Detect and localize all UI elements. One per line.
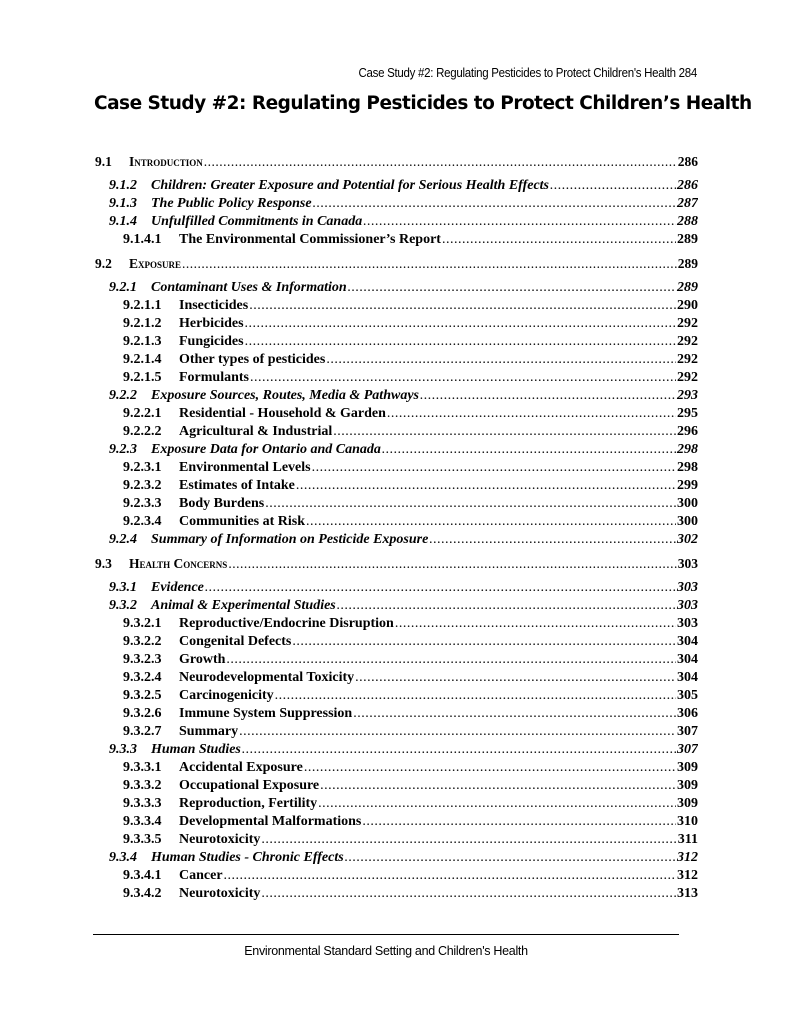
toc-entry-page: 305 [677, 688, 698, 703]
toc-entry-page: 300 [677, 496, 698, 511]
toc-entry-page: 306 [677, 706, 698, 721]
toc-entry-number: 9.3.3.2 [123, 778, 162, 793]
running-footer: Environmental Standard Setting and Children's Health [244, 944, 528, 958]
toc-entry-title: Exposure [129, 256, 182, 271]
toc-entry-title: Evidence [151, 580, 204, 595]
toc-entry-number: 9.1.4.1 [123, 232, 162, 247]
toc-entry-title: Estimates of Intake [179, 478, 295, 493]
toc-entry-number: 9.3.2.3 [123, 652, 162, 667]
toc-entry-page: 290 [677, 298, 698, 313]
toc-entry-number: 9.3.3.1 [123, 760, 162, 775]
toc-entry[interactable] [95, 154, 698, 172]
toc-dot-leader [326, 352, 676, 368]
toc-entry-number: 9.2.2.1 [123, 406, 162, 421]
toc-entry-page: 298 [677, 442, 698, 457]
toc-entry-number: 9.3.4.2 [123, 886, 162, 901]
toc-entry[interactable] [95, 460, 698, 478]
toc-entry[interactable] [95, 352, 698, 370]
toc-entry-title: Congenital Defects [179, 634, 292, 649]
toc-dot-leader [333, 424, 676, 440]
toc-entry-page: 292 [677, 352, 698, 367]
toc-dot-leader [204, 154, 677, 170]
toc-entry[interactable] [95, 760, 698, 778]
toc-dot-leader [250, 370, 676, 386]
toc-entry-number: 9.2.3.4 [123, 514, 162, 529]
toc-entry-page: 299 [677, 478, 698, 493]
toc-entry-number: 9.3.2.1 [123, 616, 162, 631]
toc-entry-title: Immune System Suppression [179, 706, 353, 721]
toc-entry-title: Summary [179, 724, 239, 739]
toc-entry-title: Exposure Data for Ontario and Canada [151, 442, 381, 457]
toc-entry[interactable] [95, 670, 698, 688]
toc-entry[interactable] [95, 796, 698, 814]
toc-entry-title: Animal & Experimental Studies [151, 598, 336, 613]
toc-entry-page: 289 [677, 280, 698, 295]
toc-entry-title: Carcinogenicity [179, 688, 274, 703]
toc-entry-number: 9.3.4 [109, 850, 137, 865]
toc-entry[interactable] [95, 652, 698, 670]
toc-entry-number: 9.3.2.2 [123, 634, 162, 649]
toc-entry-number: 9.2.1.2 [123, 316, 162, 331]
toc-dot-leader [550, 178, 676, 194]
toc-entry[interactable] [95, 388, 698, 406]
toc-entry-title: Human Studies [151, 742, 241, 757]
toc-dot-leader [245, 334, 676, 350]
toc-dot-leader [395, 616, 676, 632]
toc-entry-title: Reproduction, Fertility [179, 796, 318, 811]
toc-entry-page: 303 [677, 556, 698, 571]
toc-entry-title: Formulants [179, 370, 249, 385]
toc-entry-number: 9.3.3 [109, 742, 137, 757]
toc-dot-leader [387, 406, 676, 422]
toc-entry-number: 9.2.1 [109, 280, 137, 295]
toc-dot-leader [382, 442, 676, 458]
toc-dot-leader [242, 742, 676, 758]
toc-entry[interactable] [95, 742, 698, 760]
toc-entry-number: 9.3.2.6 [123, 706, 162, 721]
toc-entry-title: Growth [179, 652, 226, 667]
toc-entry-title: Human Studies - Chronic Effects [151, 850, 344, 865]
toc-entry-page: 289 [677, 232, 698, 247]
toc-dot-leader [245, 316, 676, 332]
toc-entry-title: Fungicides [179, 334, 244, 349]
toc-entry[interactable] [95, 532, 698, 550]
toc-entry[interactable] [95, 334, 698, 352]
toc-entry-title: Unfulfilled Commitments in Canada [151, 214, 363, 229]
toc-entry-title: Children: Greater Exposure and Potential for Serious Health Effects [151, 178, 549, 193]
toc-entry-page: 311 [677, 832, 698, 847]
toc-entry[interactable] [95, 556, 698, 574]
toc-entry-number: 9.1.3 [109, 196, 137, 211]
toc-entry-page: 298 [677, 460, 698, 475]
toc-entry-page: 303 [677, 616, 698, 631]
toc-entry-page: 303 [677, 598, 698, 613]
toc-entry-number: 9.3.2.7 [123, 724, 162, 739]
toc-entry-page: 313 [677, 886, 698, 901]
toc-entry[interactable] [95, 706, 698, 724]
toc-entry-page: 289 [677, 256, 698, 271]
toc-dot-leader [261, 832, 676, 848]
toc-entry[interactable] [95, 616, 698, 634]
toc-entry-page: 309 [677, 760, 698, 775]
toc-entry[interactable] [95, 778, 698, 796]
toc-entry[interactable] [95, 280, 698, 298]
toc-entry-number: 9.3.2 [109, 598, 137, 613]
toc-entry-number: 9.3.2.5 [123, 688, 162, 703]
toc-entry-page: 307 [677, 742, 698, 757]
toc-dot-leader [296, 478, 676, 494]
toc-dot-leader [313, 196, 676, 212]
toc-dot-leader [312, 460, 676, 476]
toc-entry-page: 309 [677, 796, 698, 811]
toc-entry-title: Neurotoxicity [179, 886, 261, 901]
toc-entry-title: Communities at Risk [179, 514, 306, 529]
toc-entry-number: 9.2.4 [109, 532, 137, 547]
toc-dot-leader [442, 232, 676, 248]
toc-entry[interactable] [95, 514, 698, 532]
toc-entry-number: 9.2.1.5 [123, 370, 162, 385]
toc-entry[interactable] [95, 214, 698, 232]
toc-entry-number: 9.3.3.5 [123, 832, 162, 847]
toc-entry[interactable] [95, 442, 698, 460]
toc-entry-number: 9.3.4.1 [123, 868, 162, 883]
toc-entry-page: 300 [677, 514, 698, 529]
toc-entry[interactable] [95, 256, 698, 274]
toc-entry-page: 309 [677, 778, 698, 793]
toc-entry-page: 295 [677, 406, 698, 421]
toc-entry-title: Developmental Malformations [179, 814, 362, 829]
toc-entry-page: 304 [677, 634, 698, 649]
toc-entry-page: 292 [677, 334, 698, 349]
toc-entry[interactable] [95, 406, 698, 424]
toc-entry-title: Herbicides [179, 316, 244, 331]
toc-entry[interactable] [95, 316, 698, 334]
toc-dot-leader [348, 280, 676, 296]
toc-entry-number: 9.2.3.2 [123, 478, 162, 493]
toc-dot-leader [429, 532, 676, 548]
toc-entry-page: 307 [677, 724, 698, 739]
toc-entry-title: Introduction [129, 154, 203, 169]
toc-dot-leader [304, 760, 676, 776]
toc-entry-number: 9.3.1 [109, 580, 137, 595]
toc-dot-leader [261, 886, 676, 902]
toc-dot-leader [337, 598, 676, 614]
toc-entry[interactable] [95, 814, 698, 832]
toc-dot-leader [226, 652, 676, 668]
toc-entry-title: Occupational Exposure [179, 778, 320, 793]
toc-entry[interactable] [95, 370, 698, 388]
toc-entry-number: 9.1.4 [109, 214, 137, 229]
toc-entry[interactable] [95, 868, 698, 886]
footer-divider [93, 934, 679, 935]
toc-dot-leader [318, 796, 676, 812]
toc-dot-leader [265, 496, 676, 512]
toc-entry-number: 9.2.1.1 [123, 298, 162, 313]
toc-entry-number: 9.2.2.2 [123, 424, 162, 439]
toc-entry-page: 302 [677, 532, 698, 547]
toc-entry-title: Health Concerns [129, 556, 228, 571]
toc-entry-number: 9.1.2 [109, 178, 137, 193]
toc-dot-leader [205, 580, 676, 596]
toc-entry-number: 9.2.3.1 [123, 460, 162, 475]
toc-entry-page: 286 [677, 178, 698, 193]
toc-dot-leader [249, 298, 676, 314]
toc-entry[interactable] [95, 178, 698, 196]
toc-entry-title: Reproductive/Endocrine Disruption [179, 616, 394, 631]
toc-entry-page: 312 [677, 850, 698, 865]
toc-entry[interactable] [95, 580, 698, 598]
toc-dot-leader [363, 214, 676, 230]
toc-dot-leader [224, 868, 676, 884]
toc-entry[interactable] [95, 886, 698, 904]
toc-dot-leader [420, 388, 676, 404]
toc-entry-number: 9.3.3.3 [123, 796, 162, 811]
toc-dot-leader [353, 706, 676, 722]
toc-entry-page: 310 [677, 814, 698, 829]
toc-entry-number: 9.1 [95, 154, 112, 169]
toc-dot-leader [306, 514, 676, 530]
toc-dot-leader [239, 724, 676, 740]
toc-entry-title: Accidental Exposure [179, 760, 303, 775]
toc-entry-number: 9.3.3.4 [123, 814, 162, 829]
toc-entry[interactable] [95, 232, 698, 250]
toc-entry[interactable] [95, 298, 698, 316]
toc-entry-number: 9.2.1.4 [123, 352, 162, 367]
toc-entry-number: 9.2.3 [109, 442, 137, 457]
toc-entry-page: 288 [677, 214, 698, 229]
toc-dot-leader [362, 814, 676, 830]
toc-dot-leader [275, 688, 676, 704]
toc-entry-page: 287 [677, 196, 698, 211]
toc-dot-leader [355, 670, 676, 686]
toc-dot-leader [228, 556, 676, 572]
toc-entry-page: 293 [677, 388, 698, 403]
toc-entry[interactable] [95, 832, 698, 850]
toc-entry-title: Insecticides [179, 298, 249, 313]
toc-entry[interactable] [95, 688, 698, 706]
toc-entry-number: 9.2 [95, 256, 112, 271]
toc-dot-leader [320, 778, 676, 794]
table-of-contents [95, 148, 698, 904]
toc-entry-page: 296 [677, 424, 698, 439]
toc-dot-leader [345, 850, 676, 866]
toc-entry-number: 9.2.2 [109, 388, 137, 403]
toc-entry-page: 312 [677, 868, 698, 883]
toc-entry-number: 9.3 [95, 556, 112, 571]
toc-entry[interactable] [95, 496, 698, 514]
toc-entry-title: Other types of pesticides [179, 352, 326, 367]
toc-dot-leader [182, 256, 677, 272]
toc-entry-title: Summary of Information on Pesticide Exposure [151, 532, 429, 547]
toc-entry[interactable] [95, 598, 698, 616]
toc-entry-page: 292 [677, 316, 698, 331]
toc-entry-title: Body Burdens [179, 496, 265, 511]
toc-entry-title: Residential - Household & Garden [179, 406, 386, 421]
toc-entry[interactable] [95, 724, 698, 742]
toc-entry-number: 9.2.3.3 [123, 496, 162, 511]
toc-entry-title: Neurotoxicity [179, 832, 261, 847]
toc-entry-title: Cancer [179, 868, 223, 883]
toc-entry-page: 304 [677, 670, 698, 685]
toc-entry[interactable] [95, 634, 698, 652]
toc-entry-title: Exposure Sources, Routes, Media & Pathways [151, 388, 419, 403]
toc-dot-leader [292, 634, 676, 650]
toc-entry-title: The Public Policy Response [151, 196, 312, 211]
document-title: Case Study #2: Regulating Pesticides to Protect Children’s Health [94, 93, 752, 114]
running-header: Case Study #2: Regulating Pesticides to Protect Children's Health 284 [358, 66, 697, 80]
toc-entry-title: Neurodevelopmental Toxicity [179, 670, 355, 685]
toc-entry-title: Contaminant Uses & Information [151, 280, 347, 295]
toc-entry[interactable] [95, 478, 698, 496]
toc-entry-page: 292 [677, 370, 698, 385]
toc-entry-title: Environmental Levels [179, 460, 311, 475]
toc-entry[interactable] [95, 196, 698, 214]
toc-entry-number: 9.3.2.4 [123, 670, 162, 685]
toc-entry-page: 304 [677, 652, 698, 667]
toc-entry-page: 286 [677, 154, 698, 169]
toc-entry[interactable] [95, 850, 698, 868]
toc-entry-number: 9.2.1.3 [123, 334, 162, 349]
toc-entry-page: 303 [677, 580, 698, 595]
toc-entry-title: The Environmental Commissioner’s Report [179, 232, 441, 247]
toc-entry-title: Agricultural & Industrial [179, 424, 333, 439]
toc-entry[interactable] [95, 424, 698, 442]
